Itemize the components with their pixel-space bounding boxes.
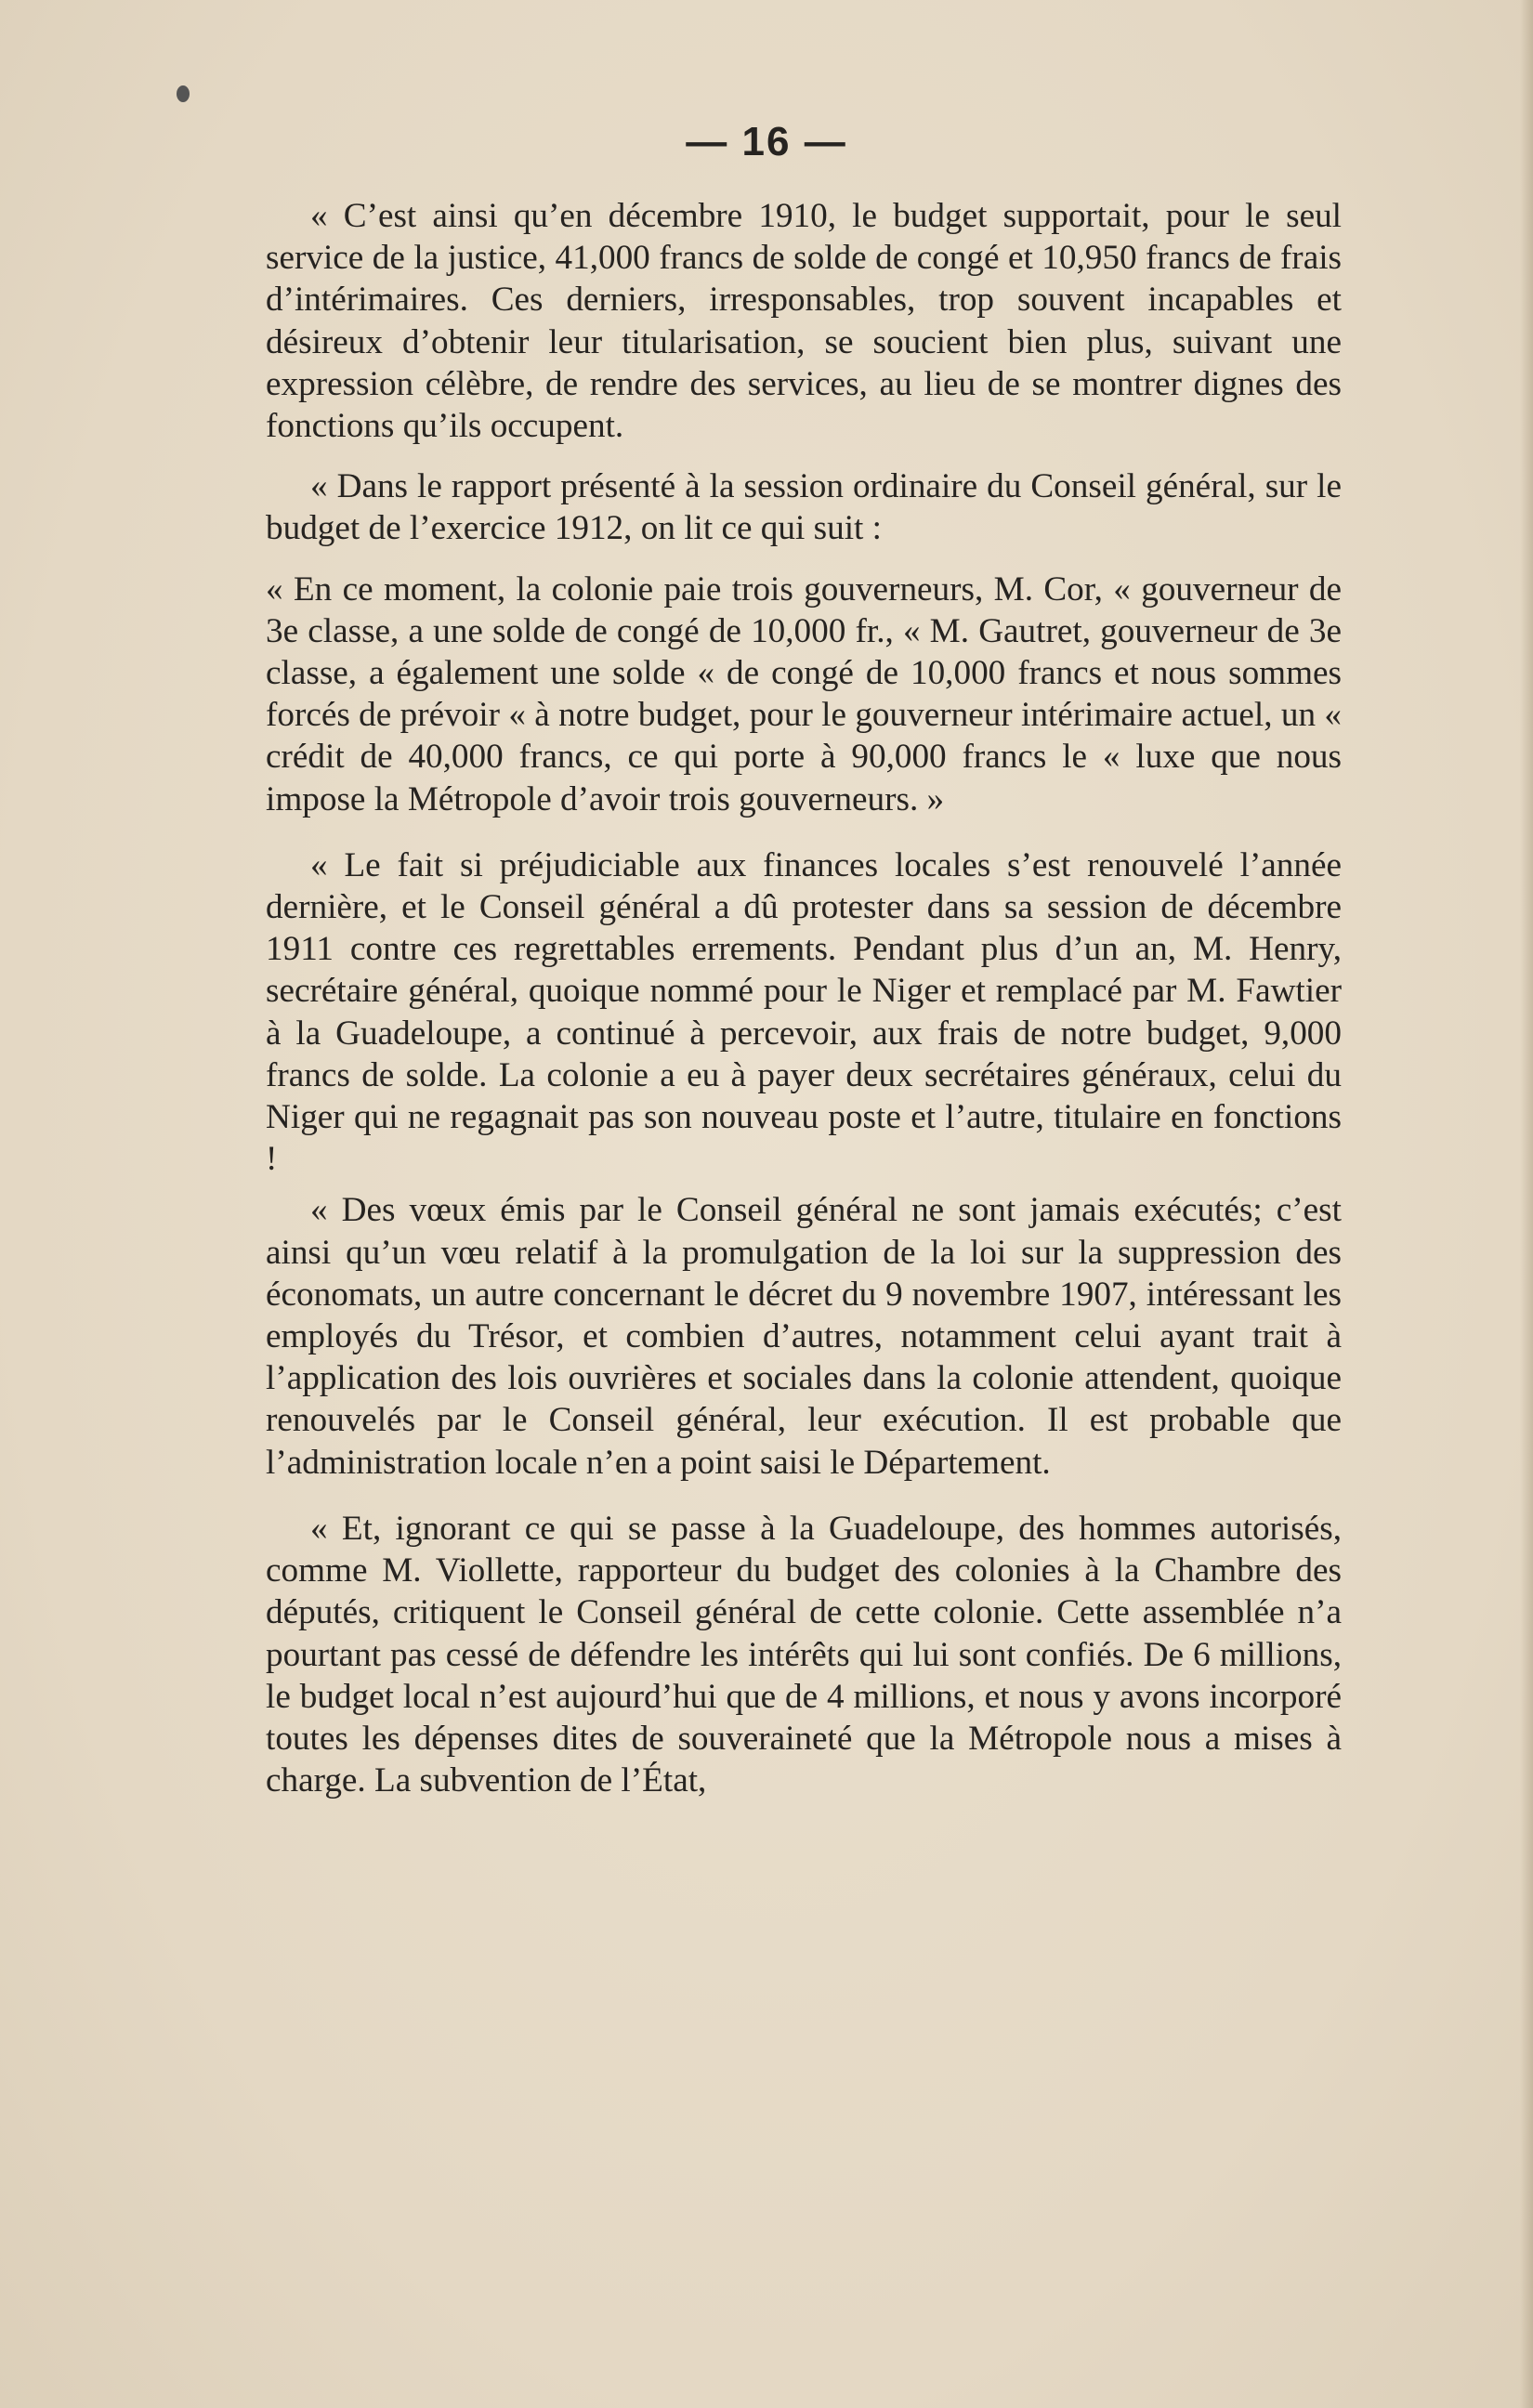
paragraph-voeux: « Des vœux émis par le Conseil général ne sont jamais exécutés; c’est ainsi qu’un vœu relatif à la promulgation de la loi sur la suppression des économats, un autre concernant le décret du 9 novembre 1907, intéressant les employés du Trésor, et combien d’autres, notamment celui ayant trait à l’application des lois ouvrières et sociales dans la colonie attendent, quoique renouvelés par le Conseil général, leur exécution. Il est probable que l’administration locale n’en a point saisi le Département. (266, 1191, 1342, 1482)
paragraph-rapport-intro: « Dans le rapport présenté à la session ordinaire du Conseil général, sur le budget de l’exercice 1912, on lit ce qui suit : (266, 467, 1342, 548)
body-text (266, 195, 1342, 1801)
page-number: — 16 — (686, 119, 847, 164)
paragraph-justice-budget: « C’est ainsi qu’en décembre 1910, le budget supportait, pour le seul service de la justice, 41,000 francs de solde de congé et 10,950 francs de frais d’intérimaires. Ces derniers, irresponsables, trop souvent incapables et désireux d’obtenir leur titularisation, se soucient bien plus, suivant une expression célèbre, de rendre des services, au lieu de se montrer dignes des fonctions qu’ils occupent. (266, 197, 1342, 446)
ink-spot (177, 85, 190, 102)
paragraph-quoted-report: « En ce moment, la colonie paie trois gouverneurs, M. Cor, « gouverneur de 3e classe, a une solde de congé de 10,000 fr., « M. Gautret, gouverneur de 3e classe, a également une solde « de congé de 10,000 francs et nous sommes forcés de prévoir « à notre budget, pour le gouverneur intérimaire actuel, un « crédit de 40,000 francs, ce qui porte à 90,000 francs le « luxe que nous impose la Métropole d’avoir trois gouverneurs. » (266, 569, 1342, 818)
paragraph-secretaire-general: « Le fait si préjudiciable aux finances locales s’est renouvelé l’année dernière, et le Conseil général a dû protester dans sa session de décembre 1911 contre ces regrettables errements. Pendant plus d’un an, M. Henry, secrétaire général, quoique nommé pour le Niger et remplacé par M. Fawtier à la Guadeloupe, a continué à percevoir, aux frais de notre budget, 9,000 francs de solde. La colonie a eu à payer deux secrétaires généraux, celui du Niger qui ne regagnait pas son nouveau poste et l’autre, titulaire en fonctions ! (266, 845, 1342, 1179)
paragraph-viollette: « Et, ignorant ce qui se passe à la Guadeloupe, des hommes autorisés, comme M. Viollette, rapporteur du budget des colonies à la Chambre des députés, critiquent le Conseil général de cette colonie. Cette assemblée n’a pourtant pas cessé de défendre les intérêts qui lui sont confiés. De 6 millions, le budget local n’est aujourd’hui que de 4 millions, et nous y avons incorporé toutes les dépenses dites de souveraineté que la Métropole nous a mises à charge. La subvention de l’État, (266, 1509, 1342, 1800)
page-edge-shadow (1520, 0, 1533, 2408)
